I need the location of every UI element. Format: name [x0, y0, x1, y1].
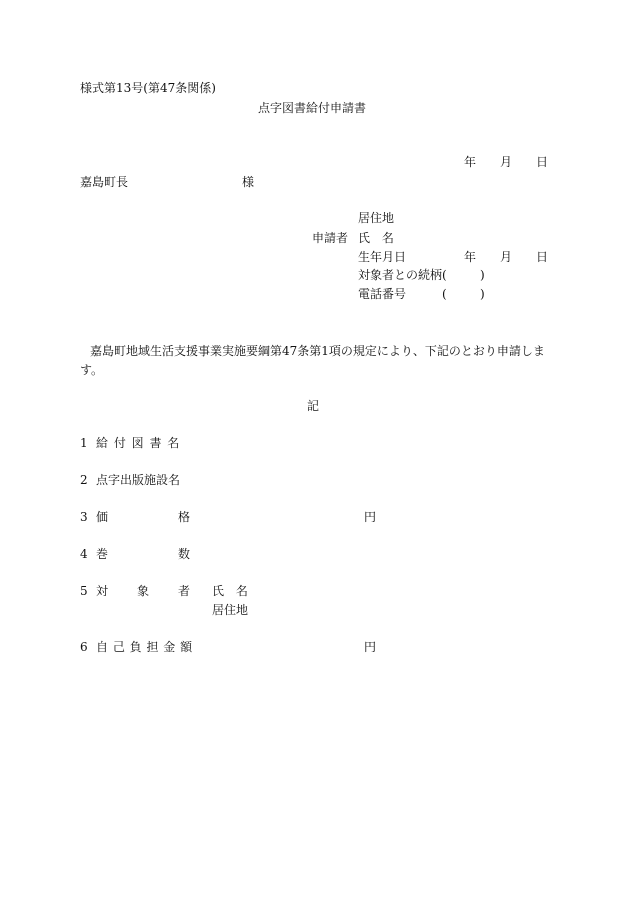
- phone-label: 電話番号: [358, 287, 407, 301]
- applicant-role-label: 申請者: [312, 231, 349, 245]
- form-number: 様式第13号(第47条関係): [80, 81, 216, 95]
- item3-unit: 円: [364, 510, 377, 524]
- application-statement: 嘉島町地域生活支援事業実施要綱第47条第1項の規定により、下記のとおり申請します。: [80, 344, 545, 377]
- item3-number: 3: [80, 510, 88, 524]
- item5-address-label: 居住地: [212, 603, 249, 617]
- item4-number: 4: [80, 547, 88, 561]
- applicant-name-label: 氏 名: [358, 231, 394, 245]
- item3-label-b: 格: [178, 510, 191, 524]
- item5-label-a: 対: [96, 584, 109, 598]
- item3-label-a: 価: [96, 510, 109, 524]
- item4-label-b: 数: [178, 547, 191, 561]
- addressee-honorific: 様: [242, 175, 255, 189]
- relation-close-paren: ): [480, 268, 485, 282]
- phone-close-paren: ): [480, 287, 485, 301]
- applicant-birthdate-label: 生年月日: [358, 250, 407, 264]
- date-month-label: 月: [500, 155, 513, 169]
- item5-label-b: 象: [137, 584, 150, 598]
- item6-label: 自 己 負 担 金 額: [96, 640, 193, 654]
- addressee-name: 嘉島町長: [80, 175, 129, 189]
- birth-month-label: 月: [500, 250, 513, 264]
- item4-label-a: 巻: [96, 547, 109, 561]
- date-day-label: 日: [536, 155, 549, 169]
- ki-heading: 記: [307, 399, 320, 413]
- date-year-label: 年: [464, 155, 477, 169]
- relation-label: 対象者との続柄(: [358, 268, 447, 282]
- item2-number: 2: [80, 473, 88, 487]
- item1-number: 1: [80, 436, 88, 450]
- item6-number: 6: [80, 640, 88, 654]
- item1-label: 給 付 図 書 名: [96, 436, 180, 450]
- document-title: 点字図書給付申請書: [258, 101, 367, 115]
- phone-open-paren: (: [442, 287, 447, 301]
- birth-year-label: 年: [464, 250, 477, 264]
- birth-day-label: 日: [536, 250, 549, 264]
- item5-number: 5: [80, 584, 88, 598]
- item5-name-label: 氏 名: [212, 584, 248, 598]
- applicant-address-label: 居住地: [358, 211, 395, 225]
- item5-label-c: 者: [178, 584, 191, 598]
- item6-unit: 円: [364, 640, 377, 654]
- item2-label: 点字出版施設名: [96, 473, 181, 487]
